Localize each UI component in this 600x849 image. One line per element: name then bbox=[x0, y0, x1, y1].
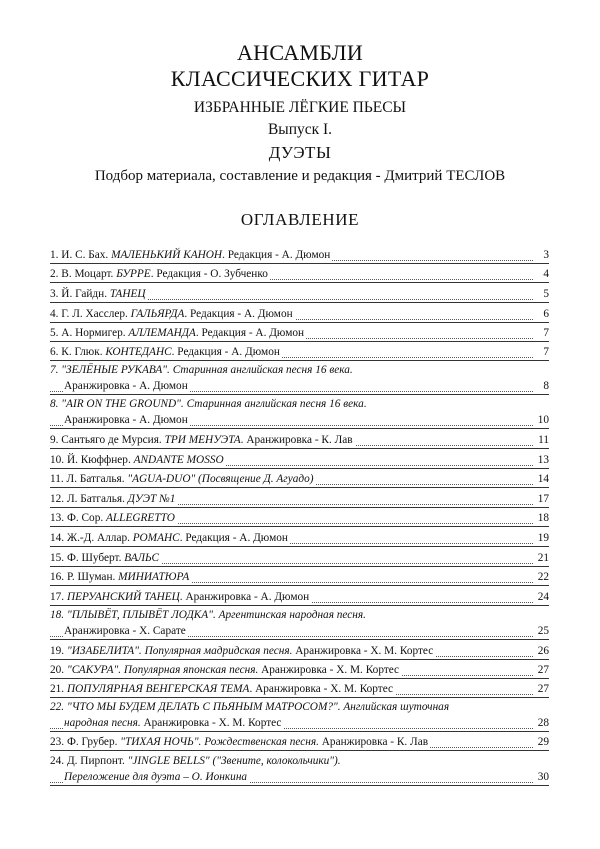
toc-entry[interactable] bbox=[50, 586, 549, 606]
toc-entry-text: 8. "AIR ON THE GROUND". Старинная английская песня 16 века. bbox=[50, 398, 367, 410]
toc-entry-line bbox=[50, 325, 549, 341]
toc-page-number: 30 bbox=[534, 770, 549, 785]
toc-entry-line bbox=[50, 491, 549, 507]
toc-entry-title bbox=[50, 454, 226, 466]
toc-entry-title bbox=[50, 571, 191, 583]
toc-entry-text: "AGUA-DUO" (Посвящение Д. Агуадо) bbox=[127, 473, 314, 485]
toc-entry-title bbox=[50, 434, 355, 446]
toc-entry-line bbox=[50, 769, 549, 785]
toc-entry-text: 11. Л. Батгалья. bbox=[50, 473, 128, 485]
toc-entry-text: Аранжировка - Х. Сарате bbox=[64, 625, 186, 637]
toc-entry-text: 3. Й. Гайдн. bbox=[50, 288, 110, 300]
toc-heading: ОГЛАВЛЕНИЕ bbox=[240, 210, 360, 229]
toc-entry[interactable] bbox=[50, 303, 549, 323]
toc-entry-text: Аранжировка - А. Дюмон bbox=[64, 414, 188, 426]
subtitle: ИЗБРАННЫЕ ЛЁГКИЕ ПЬЕСЫ bbox=[193, 99, 407, 116]
toc-entry-line bbox=[50, 471, 549, 487]
toc-entry-text: ПЕРУАНСКИЙ ТАНЕЦ bbox=[66, 591, 180, 603]
toc-page-number: 28 bbox=[534, 716, 549, 731]
toc-entry-text: 17. bbox=[50, 591, 67, 603]
toc-entry-title bbox=[50, 398, 369, 410]
title-line-2: КЛАССИЧЕСКИХ ГИТАР bbox=[170, 66, 430, 91]
toc-entry[interactable] bbox=[50, 732, 549, 751]
toc-entry-title bbox=[64, 380, 190, 392]
toc-entry-text: . Редакция - А. Дюмон bbox=[171, 346, 280, 358]
toc-entry-line bbox=[50, 569, 549, 585]
toc-entry-text: ALLEGRETTO bbox=[106, 512, 175, 524]
toc-entry-text: . Редакция - О. Зубченко bbox=[150, 268, 268, 280]
toc-page-number: 27 bbox=[534, 682, 549, 697]
toc-entry-title bbox=[50, 308, 295, 320]
toc-entry-line bbox=[50, 396, 549, 412]
toc-entry-text: "ИЗАБЕЛИТА". Популярная мадридская песня. bbox=[66, 645, 293, 657]
toc-entry-line bbox=[50, 530, 549, 546]
toc-entry-line bbox=[50, 607, 549, 623]
toc-entry-title bbox=[50, 664, 401, 676]
toc-entry[interactable] bbox=[50, 567, 549, 586]
toc-entry-line bbox=[50, 306, 549, 322]
toc-entry[interactable] bbox=[50, 508, 549, 527]
toc-entry-text: АЛЛЕМАНДА bbox=[128, 327, 196, 339]
toc-entry-text: 24. Д. Пирпонт. bbox=[50, 755, 128, 767]
toc-entry-title bbox=[64, 414, 190, 426]
toc-entry-text: . Редакция - А. Дюмон bbox=[184, 308, 293, 320]
toc-entry-title bbox=[64, 771, 249, 783]
toc-entry-line bbox=[50, 550, 549, 566]
toc-entry-text: 21. bbox=[50, 683, 67, 695]
toc-page-number: 18 bbox=[534, 511, 549, 526]
toc-entry[interactable] bbox=[50, 640, 549, 660]
toc-entry[interactable] bbox=[50, 469, 549, 488]
toc-entry-text: ANDANTE MOSSO bbox=[133, 454, 224, 466]
toc-entry-text: 23. Ф. Грубер. bbox=[50, 736, 121, 748]
toc-page-number: 3 bbox=[534, 248, 549, 263]
toc-entry-text: РОМАНС bbox=[132, 532, 180, 544]
toc-entry-title bbox=[64, 625, 188, 637]
title-line-1: АНСАМБЛИ bbox=[236, 40, 364, 65]
toc-entry[interactable] bbox=[50, 527, 549, 547]
toc-entry[interactable] bbox=[50, 264, 549, 283]
toc-entry-line bbox=[50, 286, 549, 302]
toc-entry-text: 1. И. С. Бах. bbox=[50, 249, 112, 261]
toc-entry-title bbox=[50, 364, 355, 376]
toc-entry-text: 12. Л. Батгалья. bbox=[50, 493, 128, 505]
toc-entry-text: ВАЛЬС bbox=[124, 552, 160, 564]
toc-entry-title bbox=[50, 609, 368, 621]
toc-entry-title bbox=[64, 717, 283, 729]
toc-entry[interactable] bbox=[50, 429, 549, 449]
toc-entry-line bbox=[50, 510, 549, 526]
toc-entry-text: КОНТЕДАНС bbox=[105, 346, 172, 358]
toc-entry-text: 20. bbox=[50, 664, 67, 676]
toc-entry[interactable] bbox=[50, 547, 549, 567]
toc-entry-title bbox=[50, 268, 270, 280]
toc-entry-text: народная песня. bbox=[64, 717, 141, 729]
toc-entry-line bbox=[50, 681, 549, 697]
toc-entry-text: 5. А. Нормигер. bbox=[50, 327, 129, 339]
toc-entry-text: ДУЭТ №1 bbox=[127, 493, 176, 505]
toc-page-number: 5 bbox=[534, 287, 549, 302]
toc-page-number: 26 bbox=[534, 644, 549, 659]
toc-entry-text: "JINGLE BELLS" ("Звените, колокольчики"). bbox=[127, 755, 341, 767]
toc-entry[interactable] bbox=[50, 283, 549, 303]
toc-entry-title bbox=[50, 346, 282, 358]
toc-entry-text: Аранжировка - Х. М. Кортес bbox=[258, 664, 400, 676]
toc-entry-title bbox=[50, 512, 177, 524]
toc-page-number: 22 bbox=[534, 570, 549, 585]
toc-entry-text: 16. Р. Шуман. bbox=[50, 571, 119, 583]
toc-entry-text: ТАНЕЦ bbox=[109, 288, 146, 300]
toc-entry[interactable] bbox=[50, 449, 549, 469]
toc-entry-text: 10. Й. Кюффнер. bbox=[50, 454, 134, 466]
toc-page-number: 21 bbox=[534, 551, 549, 566]
toc-entry-text: 4. Г. Л. Хасслер. bbox=[50, 308, 131, 320]
issue-label: Выпуск I. bbox=[267, 121, 333, 138]
toc-entry-text: 19. bbox=[50, 645, 67, 657]
toc-entry-text: 18. "ПЛЫВЁТ, ПЛЫВЁТ ЛОДКА". Аргентинская народная песня. bbox=[50, 609, 366, 621]
toc-entry-title bbox=[50, 249, 332, 261]
toc-entry[interactable] bbox=[50, 698, 549, 732]
toc-entry-title bbox=[50, 683, 395, 695]
toc-entry-text: 13. Ф. Сор. bbox=[50, 512, 106, 524]
toc-entry-line bbox=[50, 247, 549, 263]
toc-entry-text: "САКУРА". Популярная японская песня. bbox=[66, 664, 259, 676]
toc-entry-text: МАЛЕНЬКИЙ КАНОН bbox=[111, 249, 223, 261]
toc-entry-text: . Аранжировка - Х. М. Кортес bbox=[249, 683, 394, 695]
toc-entry-text: "ТИХАЯ НОЧЬ". Рождественская песня. bbox=[120, 736, 319, 748]
toc-page-number: 27 bbox=[534, 663, 549, 678]
toc-entry-title bbox=[50, 552, 161, 564]
toc-entry-text: . Редакция - А. Дюмон bbox=[222, 249, 331, 261]
toc-entry-text: 2. В. Моцарт. bbox=[50, 268, 117, 280]
toc-entry-text: Аранжировка - Х. М. Кортес bbox=[292, 645, 434, 657]
toc-entry-text: 7. "ЗЕЛЁНЫЕ РУКАВА". Старинная английская песня 16 века. bbox=[50, 364, 353, 376]
section-label: ДУЭТЫ bbox=[268, 143, 332, 162]
toc-entry-title bbox=[50, 493, 177, 505]
toc-entry-title bbox=[50, 736, 430, 748]
toc-entry-line bbox=[50, 452, 549, 468]
toc-entry[interactable] bbox=[50, 488, 549, 508]
toc-entry-title bbox=[50, 591, 311, 603]
toc-entry-text: 9. Сантьяго де Мурсия. bbox=[50, 434, 165, 446]
toc-entry-text: БУРРЕ bbox=[116, 268, 151, 280]
credit-line: Подбор материала, составление и редакция - Дмитрий ТЕСЛОВ bbox=[94, 168, 506, 184]
toc-entry-title bbox=[50, 701, 451, 713]
toc-page-number: 25 bbox=[534, 624, 549, 639]
toc-page-number: 4 bbox=[534, 267, 549, 282]
title-block bbox=[0, 40, 600, 231]
toc-entry[interactable] bbox=[50, 660, 549, 679]
toc-entry[interactable] bbox=[50, 679, 549, 698]
toc-entry[interactable] bbox=[50, 361, 549, 395]
toc-entry[interactable] bbox=[50, 342, 549, 361]
toc-entry-line bbox=[50, 589, 549, 605]
toc-entry-text: . Редакция - А. Дюмон bbox=[179, 532, 288, 544]
table-of-contents bbox=[50, 244, 549, 786]
toc-page-number: 11 bbox=[534, 433, 549, 448]
toc-entry[interactable] bbox=[50, 395, 549, 429]
toc-entry-line bbox=[50, 266, 549, 282]
toc-entry-text: МИНИАТЮРА bbox=[118, 571, 190, 583]
toc-entry-line bbox=[50, 362, 549, 378]
toc-page-number: 13 bbox=[534, 453, 549, 468]
toc-entry-title bbox=[50, 288, 148, 300]
toc-entry-title bbox=[50, 532, 290, 544]
toc-entry-line bbox=[50, 699, 549, 715]
toc-entry-title bbox=[50, 327, 306, 339]
toc-entry-text: Переложение для дуэта – О. Ионкина bbox=[64, 771, 248, 783]
toc-entry[interactable] bbox=[50, 606, 549, 640]
toc-entry-line bbox=[50, 623, 549, 639]
toc-entry-line bbox=[50, 662, 549, 678]
toc-entry[interactable] bbox=[50, 751, 549, 786]
toc-entry-text: 14. Ж.-Д. Аллар. bbox=[50, 532, 133, 544]
toc-page-number: 7 bbox=[534, 345, 549, 360]
toc-entry-line bbox=[50, 432, 549, 448]
toc-entry-text: . Аранжировка - А. Дюмон bbox=[179, 591, 310, 603]
toc-entry-text: ТРИ МЕНУЭТА bbox=[164, 434, 241, 446]
toc-entry-line bbox=[50, 715, 549, 731]
toc-page-number: 17 bbox=[534, 492, 549, 507]
toc-entry-text: 22. "ЧТО МЫ БУДЕМ ДЕЛАТЬ С ПЬЯНЫМ МАТРОСОМ?". Английская шуточная bbox=[50, 701, 450, 713]
toc-page-number: 24 bbox=[534, 590, 549, 605]
toc-page-number: 10 bbox=[534, 413, 549, 428]
toc-entry-line bbox=[50, 753, 549, 769]
toc-page-number: 7 bbox=[534, 326, 549, 341]
toc-entry-text: Аранжировка - А. Дюмон bbox=[64, 380, 188, 392]
toc-entry-text: ГАЛЬЯРДА bbox=[130, 308, 185, 320]
toc-page-number: 19 bbox=[534, 531, 549, 546]
toc-entry-text: . Редакция - А. Дюмон bbox=[195, 327, 305, 339]
toc-entry-text: ПОПУЛЯРНАЯ ВЕНГЕРСКАЯ ТЕМА bbox=[66, 683, 250, 695]
toc-entry-text: Аранжировка - Х. М. Кортес bbox=[140, 717, 282, 729]
toc-entry-text: 6. К. Глюк. bbox=[50, 346, 106, 358]
toc-entry-text: Аранжировка - К. Лав bbox=[318, 736, 429, 748]
toc-entry[interactable] bbox=[50, 323, 549, 342]
toc-entry-title bbox=[50, 755, 343, 767]
toc-entry-line bbox=[50, 734, 549, 750]
toc-entry[interactable] bbox=[50, 244, 549, 264]
toc-entry-line bbox=[50, 643, 549, 659]
toc-entry-title bbox=[50, 645, 435, 657]
toc-entry-line bbox=[50, 378, 549, 394]
toc-entry-title bbox=[50, 473, 315, 485]
toc-entry-line bbox=[50, 412, 549, 428]
toc-page-number: 29 bbox=[534, 735, 549, 750]
toc-entry-line bbox=[50, 344, 549, 360]
toc-page-number: 8 bbox=[534, 379, 549, 394]
toc-page-number: 14 bbox=[534, 472, 549, 487]
toc-page-number: 6 bbox=[534, 307, 549, 322]
toc-entry-text: 15. Ф. Шуберт. bbox=[50, 552, 125, 564]
toc-entry-text: . Аранжировка - К. Лав bbox=[240, 434, 353, 446]
